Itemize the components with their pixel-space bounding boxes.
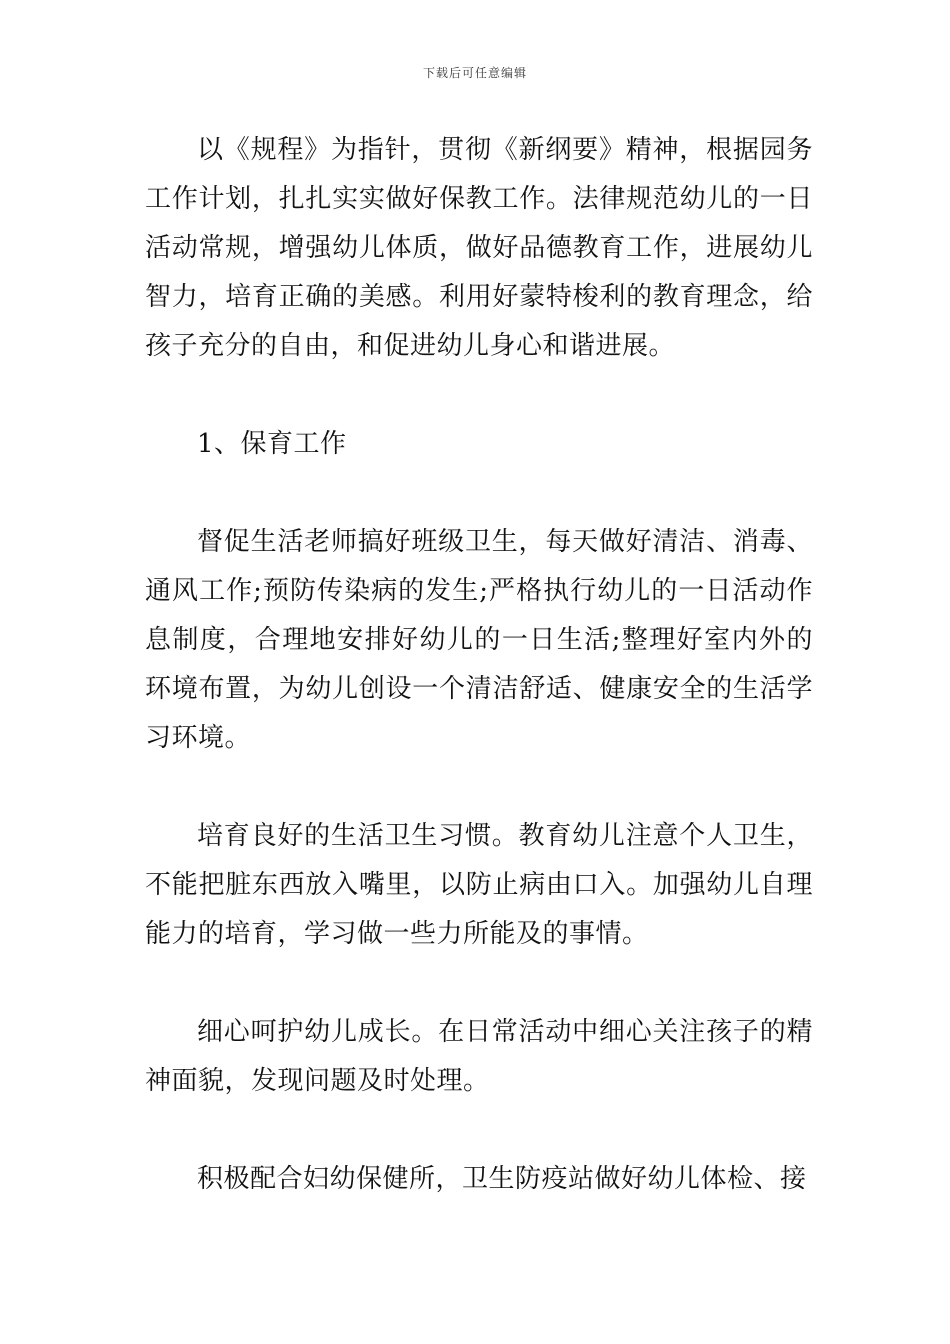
paragraph-intro: 以《规程》为指针，贯彻《新纲要》精神，根据园务工作计划，扎扎实实做好保教工作。法律规范幼儿的一日活动常规，增强幼儿体质，做好品德教育工作，进展幼儿智力，培育正确的美感。利用好蒙特梭利的教育理念，给孩子充分的自由，和促进幼儿身心和谐进展。 [145, 135, 813, 361]
document-body [145, 126, 813, 1204]
section-heading: 1、保育工作 [197, 429, 347, 459]
paragraph-habits: 培育良好的生活卫生习惯。教育幼儿注意个人卫生，不能把脏东西放入嘴里，以防止病由口入。加强幼儿自理能力的培育，学习做一些力所能及的事情。 [145, 821, 813, 949]
paragraph-health-checks: 积极配合妇幼保健所，卫生防疫站做好幼儿体检、接 [197, 1164, 807, 1194]
header-note: 下载后可任意编辑 [422, 66, 527, 80]
paragraph-hygiene: 督促生活老师搞好班级卫生，每天做好清洁、消毒、通风工作;预防传染病的发生;严格执行幼儿的一日活动作息制度，合理地安排好幼儿的一日生活;整理好室内外的环境布置，为幼儿创设一个清洁舒适、健康安全的生活学习环境。 [145, 527, 813, 753]
paragraph-care: 细心呵护幼儿成长。在日常活动中细心关注孩子的精神面貌，发现问题及时处理。 [145, 1017, 813, 1096]
